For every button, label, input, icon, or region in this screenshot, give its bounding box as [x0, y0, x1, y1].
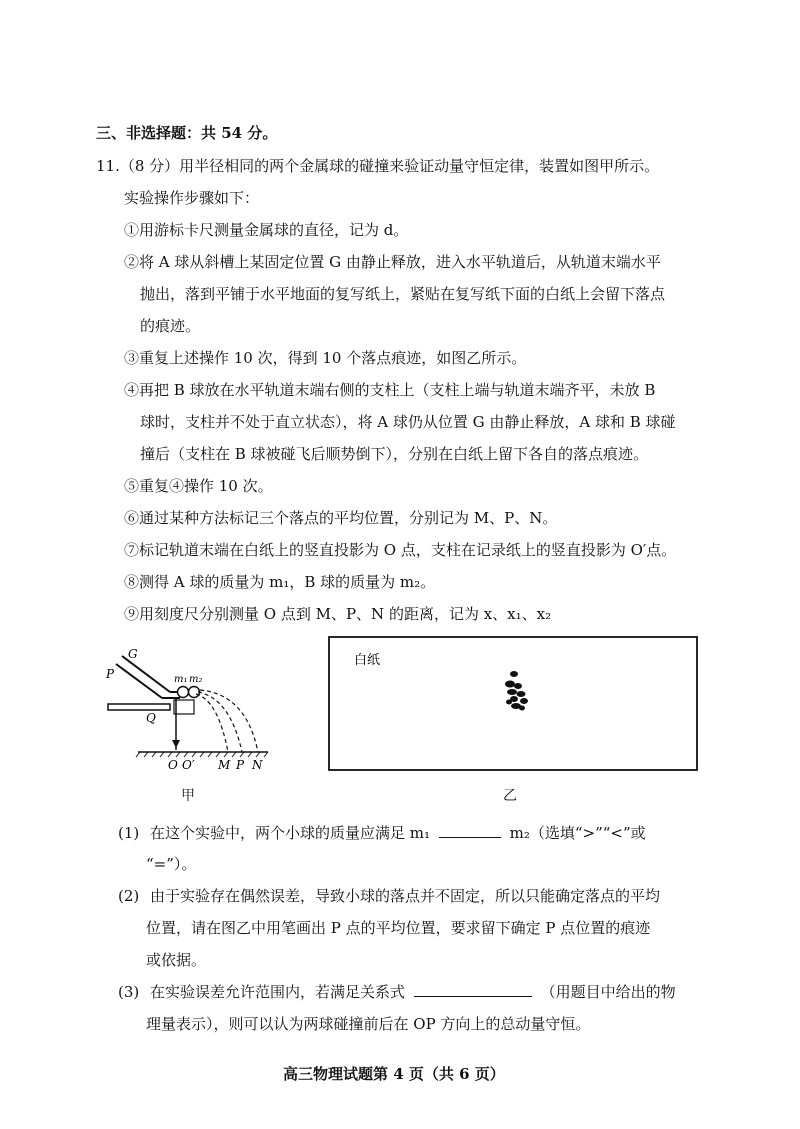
ball-m2	[189, 687, 200, 698]
step-2-cont-2: 的痕迹。	[140, 317, 201, 335]
step-5: ⑤重复④操作 10 次。	[124, 477, 273, 495]
steps-intro: 实验操作步骤如下：	[124, 189, 260, 207]
paper-border	[329, 637, 697, 770]
label-Q: Q	[146, 711, 156, 725]
base-plate	[108, 704, 170, 710]
step-4-cont-2: 撞后（支柱在 B 球被碰飞后顺势倒下），分别在白纸上留下各自的落点痕迹。	[140, 445, 649, 463]
label-M: M	[218, 758, 231, 772]
figure-yi-caption: 乙	[503, 788, 517, 804]
page-footer: 高三物理试题第 4 页（共 6 页）	[283, 1065, 505, 1083]
subq-3-answer-blank[interactable]	[414, 982, 532, 997]
label-O: O	[168, 758, 178, 772]
label-N: N	[252, 758, 263, 772]
subq-1-num: (1)	[118, 824, 140, 842]
step-4-cont-1: 球时，支柱并不处于直立状态），将 A 球仍从位置 G 由静止释放，A 球和 B 球碰	[140, 413, 676, 431]
subq-1-text-before: 在这个实验中，两个小球的质量应满足 m₁	[150, 824, 431, 842]
step-4: ④再把 B 球放在水平轨道末端右侧的支柱上（支柱上端与轨道末端齐平，未放 B	[124, 381, 656, 399]
step-8: ⑧测得 A 球的质量为 m₁，B 球的质量为 m₂。	[124, 573, 436, 591]
subq-3	[118, 981, 676, 1003]
label-m1: m₁	[174, 674, 188, 685]
subq-1-line2: “=”）。	[146, 855, 197, 873]
figure-yi-white-paper	[328, 636, 698, 771]
question-header: 11.（8 分）用半径相同的两个金属球的碰撞来验证动量守恒定律，装置如图甲所示。	[96, 157, 660, 175]
subq-1-text-after: m₂（选填“>”“<”或	[509, 824, 646, 842]
step-1: ①用游标卡尺测量金属球的直径，记为 d。	[124, 221, 409, 239]
subq-1-answer-blank[interactable]	[439, 823, 501, 838]
label-P: P	[236, 758, 245, 772]
trajectory-N	[200, 690, 258, 752]
step-2-cont-1: 抛出，落到平铺于水平地面的复写纸上，紧贴在复写纸下面的白纸上会留下落点	[140, 285, 666, 303]
section-title: 三、非选择题：共 54 分。	[96, 124, 278, 142]
subq-2	[118, 885, 660, 907]
subq-3-text-after: （用题目中给出的物	[540, 983, 676, 1001]
trajectory-M	[196, 694, 228, 752]
figure-jia-caption: 甲	[181, 788, 195, 804]
step-3: ③重复上述操作 10 次，得到 10 个落点痕迹，如图乙所示。	[124, 349, 527, 367]
subq-2-line3: 或依据。	[146, 951, 207, 969]
step-7: ⑦标记轨道末端在白纸上的竖直投影为 O 点，支柱在记录纸上的竖直投影为 O′点。	[124, 541, 677, 559]
label-m2: m₂	[189, 674, 203, 685]
label-G: G	[128, 648, 138, 661]
ball-m1	[178, 687, 189, 698]
subq-1	[118, 822, 646, 844]
subq-2-num: (2)	[118, 887, 140, 905]
paper-label: 白纸	[354, 653, 381, 668]
subq-2-line1: 由于实验存在偶然误差，导致小球的落点并不固定，所以只能确定落点的平均	[150, 887, 661, 905]
step-6: ⑥通过某种方法标记三个落点的平均位置，分别记为 M、P、N。	[124, 509, 558, 527]
figure-jia-apparatus	[100, 648, 275, 773]
label-P-chute: P	[106, 667, 115, 681]
step-2: ②将 A 球从斜槽上某固定位置 G 由静止释放，进入水平轨道后，从轨道末端水平	[124, 253, 661, 271]
step-9: ⑨用刻度尺分别测量 O 点到 M、P、N 的距离，记为 x、x₁、x₂	[124, 605, 552, 623]
label-O-prime: O′	[182, 758, 195, 772]
subq-3-line2: 理量表示），则可以认为两球碰撞前后在 OP 方向上的总动量守恒。	[146, 1015, 591, 1033]
subq-3-text-before: 在实验误差允许范围内，若满足关系式	[150, 983, 406, 1001]
subq-2-line2: 位置，请在图乙中用笔画出 P 点的平均位置，要求留下确定 P 点位置的痕迹	[146, 919, 651, 937]
plumb-arrow	[172, 740, 180, 748]
support-post	[174, 700, 194, 714]
subq-3-num: (3)	[118, 983, 140, 1001]
